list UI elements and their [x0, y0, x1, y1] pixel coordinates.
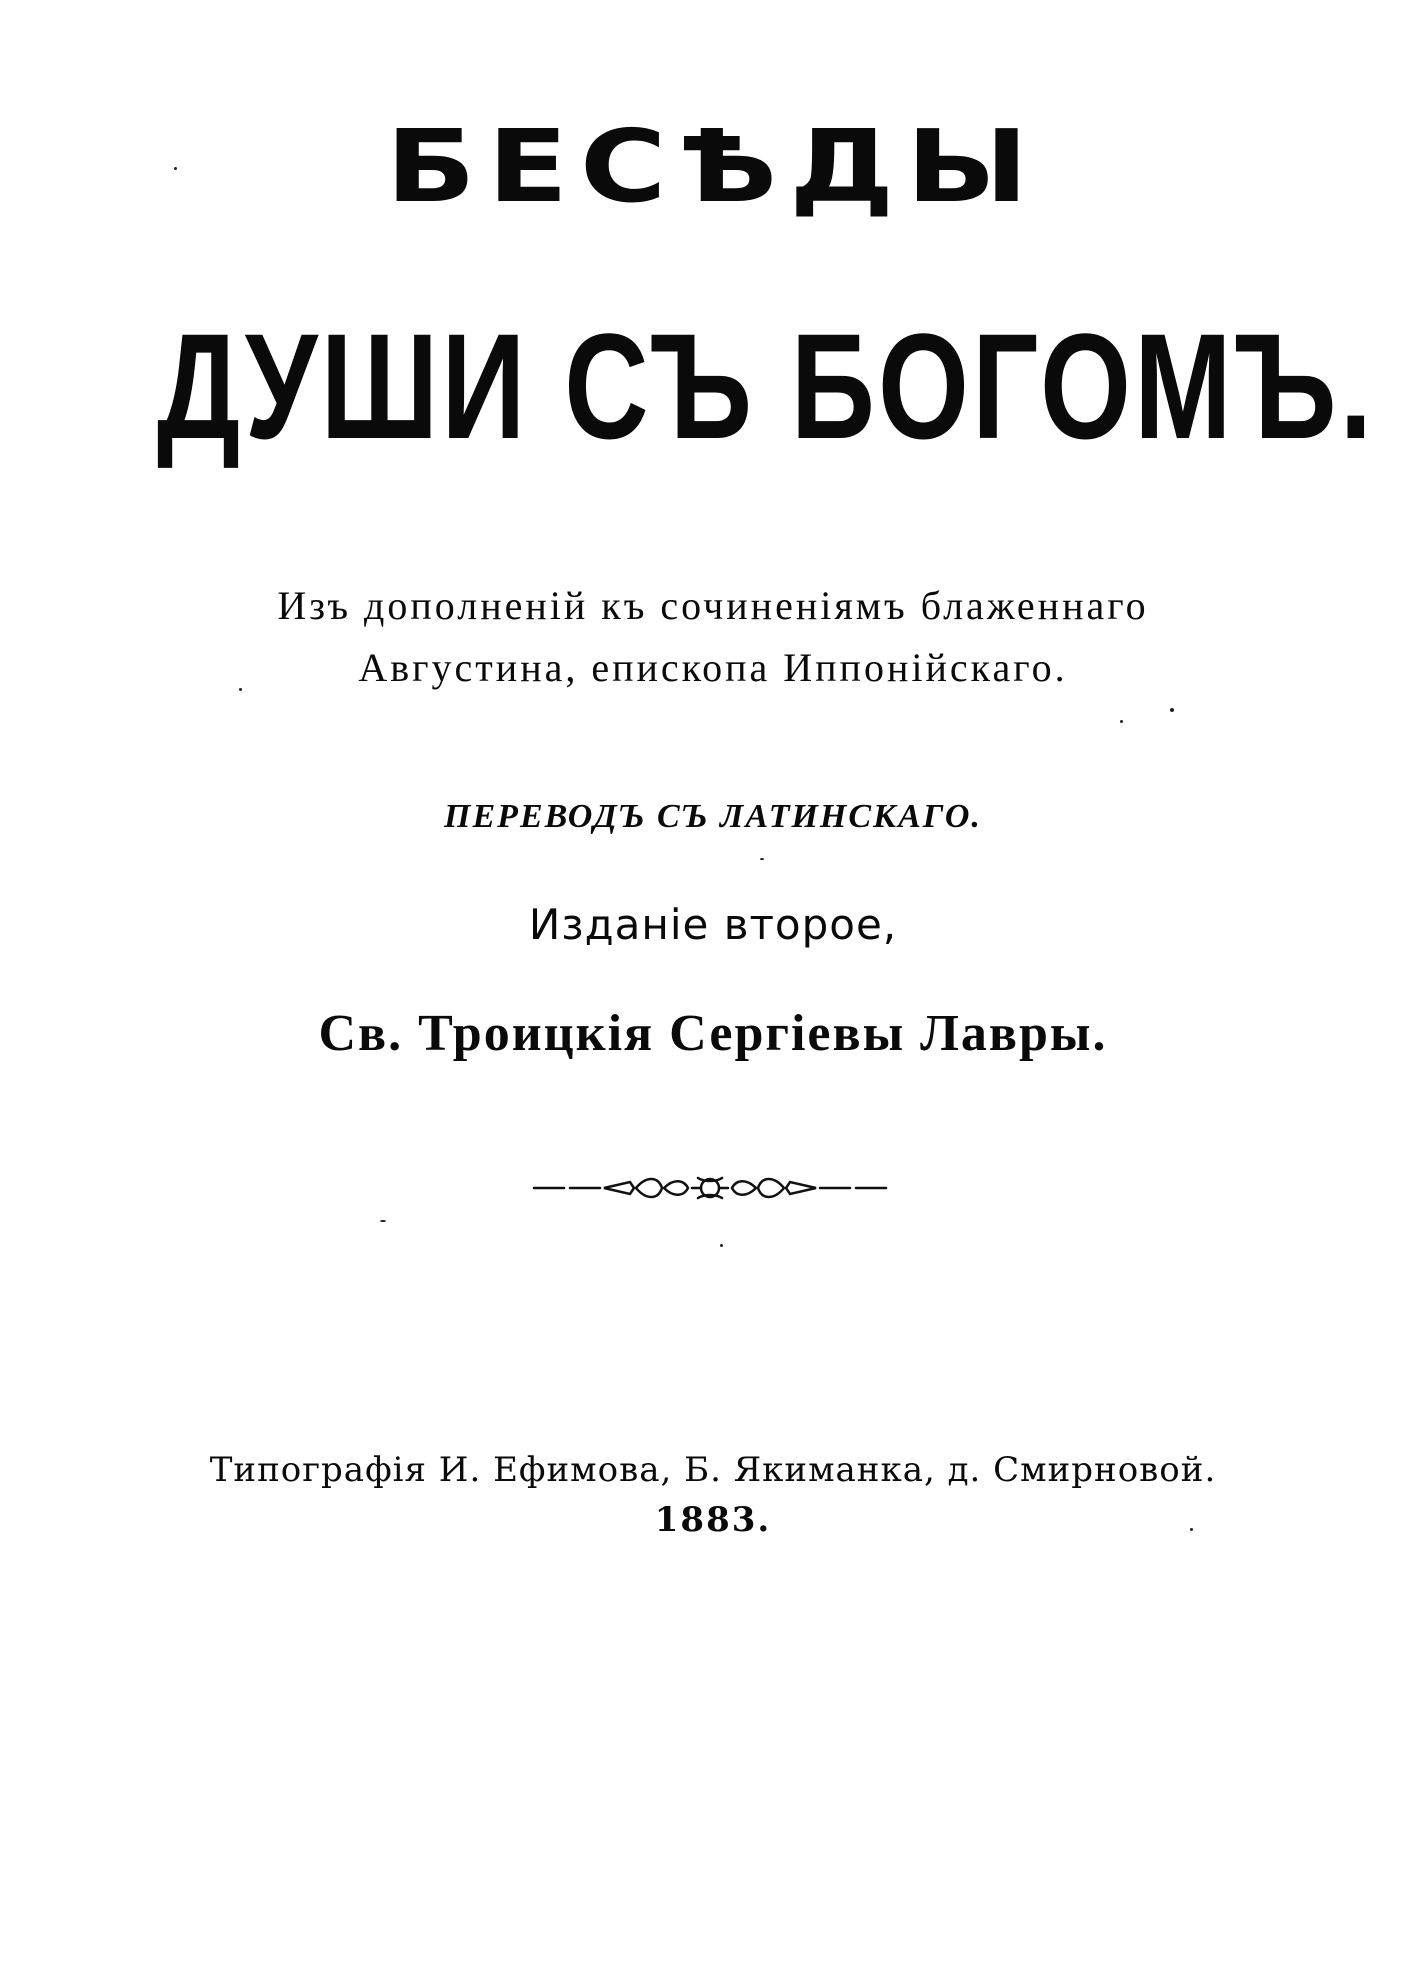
print-speck	[1190, 1528, 1193, 1531]
print-speck	[720, 1244, 723, 1247]
print-speck	[1170, 708, 1174, 712]
translation-note: ПЕРЕВОДЪ СЪ ЛАТИНСКАГО.	[444, 798, 982, 835]
print-speck	[760, 858, 764, 860]
title-line-2: ДУШИ СЪ БОГОМЪ.	[156, 302, 1376, 470]
print-speck	[380, 1220, 386, 1222]
subtitle-line-2: Августина, епископа Иппонійскаго.	[358, 645, 1068, 690]
print-speck	[239, 688, 242, 691]
publication-year: 1883.	[654, 1500, 772, 1540]
print-speck	[1120, 720, 1123, 723]
publisher-name: Св. Троицкія Сергіевы Лавры.	[318, 1005, 1108, 1062]
title-line-1: БЕСѢДЫ	[385, 108, 1041, 225]
decorative-divider-icon	[530, 1168, 890, 1208]
edition-label: Изданіе второе,	[528, 900, 898, 949]
print-speck	[174, 167, 177, 170]
printer-imprint: Типографія И. Ефимова, Б. Якиманка, д. Смирновой.	[209, 1450, 1217, 1490]
subtitle-line-1: Изъ дополненій къ сочиненіямъ блаженнаго	[277, 583, 1149, 628]
